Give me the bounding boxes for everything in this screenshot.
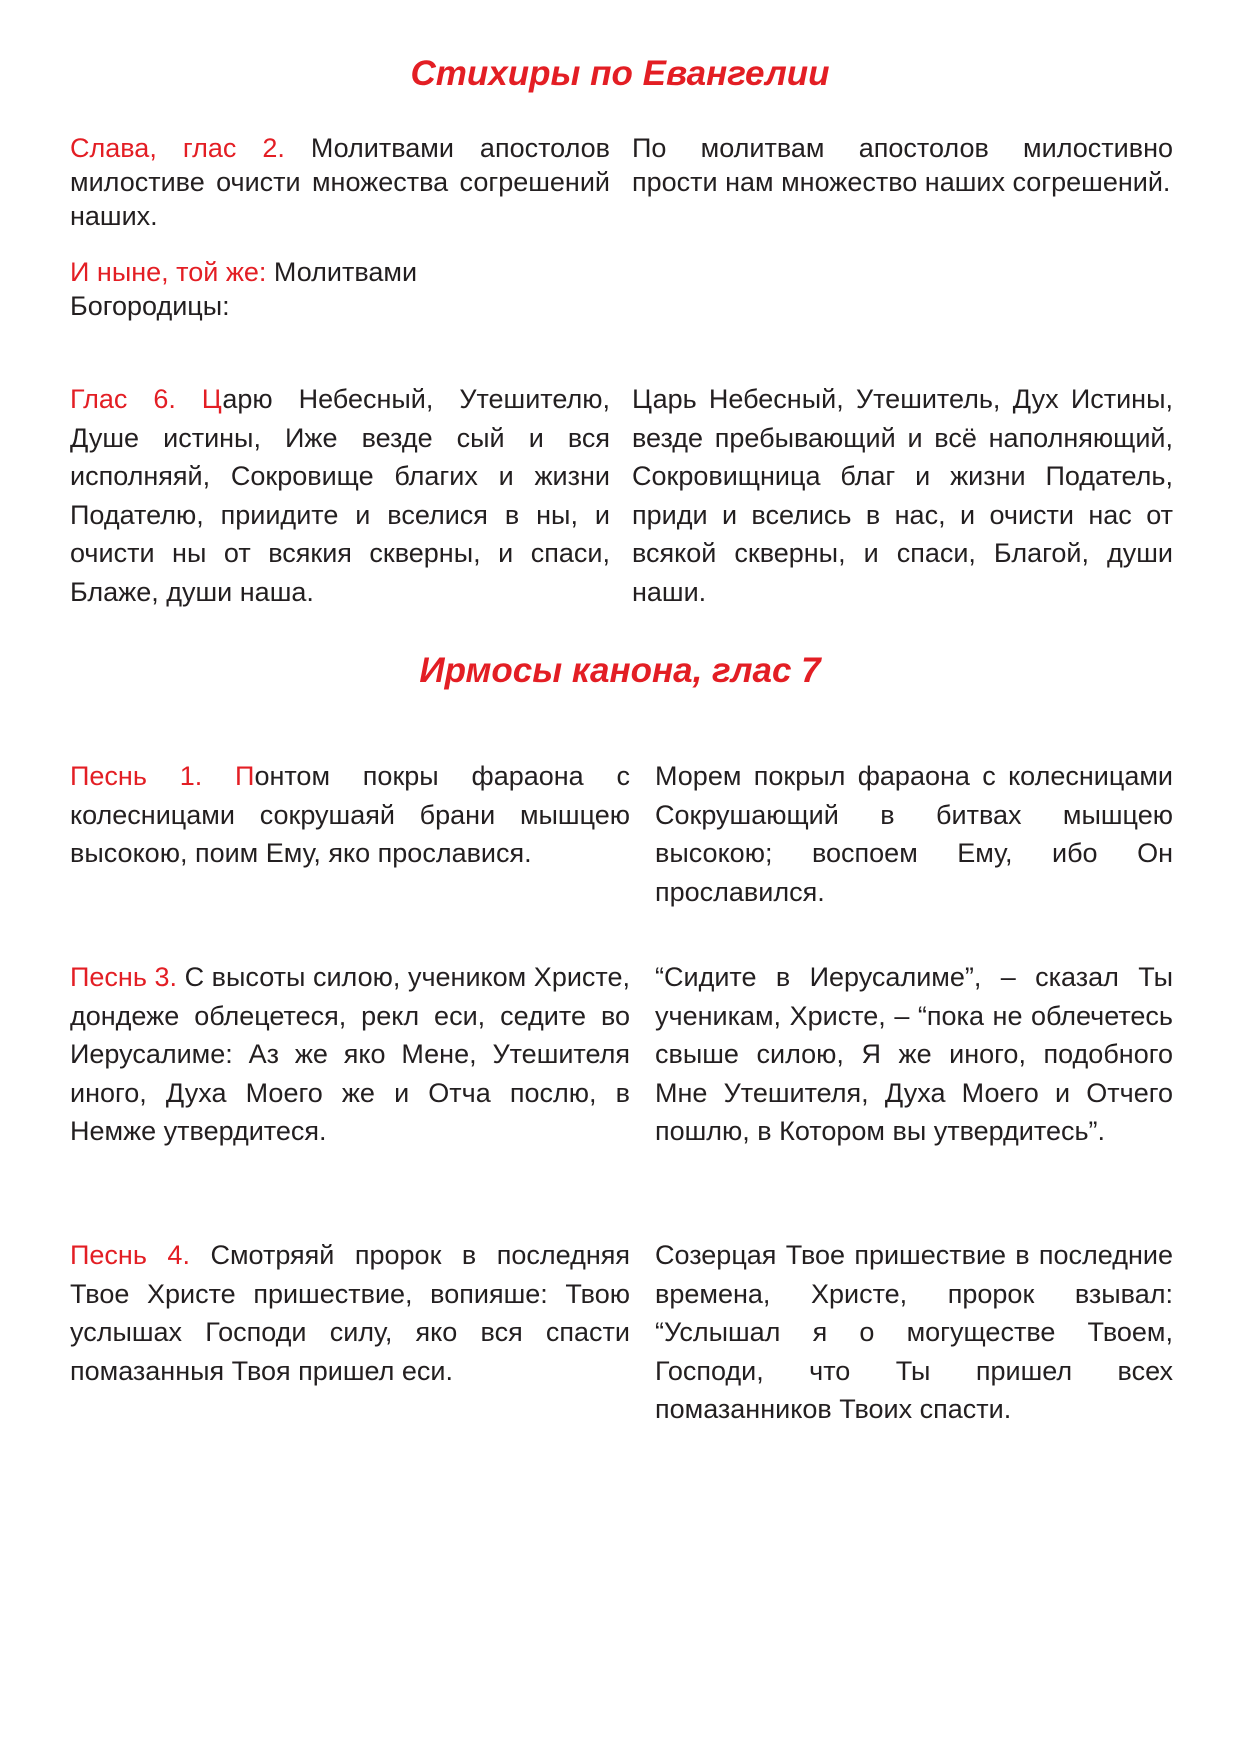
- verse-label: Песнь 4.: [70, 1240, 190, 1270]
- verse-text: Молитвами Богородицы:: [70, 257, 418, 321]
- section-heading: Стихиры по Евангелии: [410, 54, 830, 93]
- section-heading: Ирмосы канона, глас 7: [419, 651, 821, 690]
- verse-label: И ныне, той же:: [70, 257, 267, 287]
- verse-label: Слава, глас 2.: [70, 133, 285, 163]
- verse-left-pesn-1: [70, 757, 630, 873]
- verse-left-slava: [70, 131, 610, 233]
- verse-label: Глас 6. Ц: [70, 384, 223, 414]
- verse-label: Песнь 3.: [70, 962, 177, 992]
- verse-right-slava: По молитвам апостолов милостивно прости нам множество наших согрешений.: [632, 133, 1173, 197]
- verse-left-pesn-4: [70, 1236, 630, 1390]
- verse-text: онтом покры фараона с колесницами сокрушаяй брани мышцею высокою, поим Ему, яко прославися.: [70, 761, 630, 868]
- verse-right-pesn-3: “Сидите в Иерусалиме”, – сказал Ты ученикам, Христе, – “пока не облечетесь свыше силою, Я же иного, подобного Мне Утешителя, Духа Моего и Отчего пошлю, в Котором вы утвердитесь”.: [655, 962, 1173, 1146]
- verse-text: С высоты силою, учеником Христе, дондеже облецетеся, рекл еси, седите во Иерусалиме: Аз же яко Мене, Утешителя иного, Духа Моего же и Отча послю, в Немже утвердитеся.: [70, 962, 630, 1146]
- verse-text: Смотряяй пророк в последняя Твое Христе пришествие, вопияше: Твою услышах Господи силу, яко вся спасти помазанныя Твоя пришел еси.: [70, 1240, 630, 1386]
- verse-right-pesn-4: Созерцая Твое пришествие в последние времена, Христе, пророк взывал: “Услышал я о могуществе Твоем, Господи, что Ты пришел всех помазанников Твоих спасти.: [655, 1240, 1173, 1424]
- verse-left-i-nyne: [70, 255, 510, 323]
- verse-label: Песнь 1. П: [70, 761, 255, 791]
- verse-left-pesn-3: [70, 958, 630, 1151]
- verse-right-pesn-1: Морем покрыл фараона с колесницами Сокрушающий в битвах мышцею высокою; воспоем Ему, ибо Он прославился.: [655, 761, 1173, 907]
- verse-right-glas-6: Царь Небесный, Утешитель, Дух Истины, везде пребывающий и всё наполняющий, Сокровищница благ и жизни Податель, приди и вселись в нас, и очисти нас от всякой скверны, и спаси, Благой, души наши.: [632, 384, 1173, 607]
- verse-left-glas-6: [70, 380, 610, 611]
- verse-text: Молитвами апостолов милостиве очисти множества согрешений наших.: [70, 133, 610, 231]
- verse-text: арю Небесный, Утешителю, Душе истины, Иже везде сый и вся исполняяй, Сокровище благих и жизни Подателю, приидите и вселися в ны, и очисти ны от всякия скверны, и спаси, Блаже, души наша.: [70, 384, 610, 607]
